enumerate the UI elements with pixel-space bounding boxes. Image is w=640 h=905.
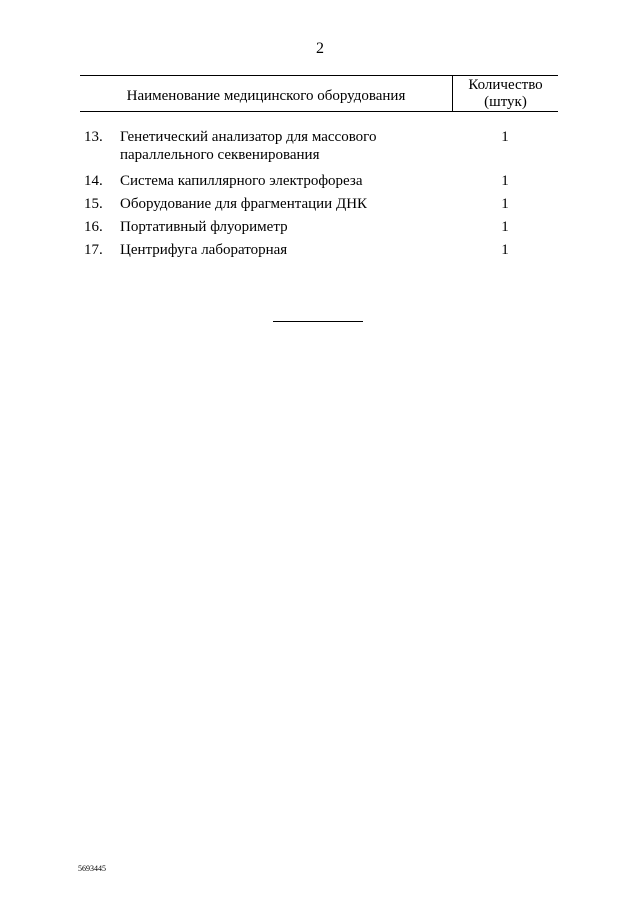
row-quantity: 1 [501, 219, 509, 235]
row-number: 17. [84, 242, 103, 258]
header-name-label: Наименование медицинского оборудования [126, 88, 406, 104]
table-row [0, 195, 640, 218]
table-row [0, 218, 640, 241]
end-of-list-rule [273, 321, 363, 322]
row-equipment-name: Генетический анализатор для массового параллельного секвенирования [120, 129, 377, 163]
header-top-rule [80, 75, 558, 76]
row-quantity: 1 [501, 242, 509, 258]
row-equipment-name: Центрифуга лабораторная [120, 242, 288, 258]
row-number: 14. [84, 173, 103, 189]
row-quantity: 1 [501, 129, 509, 145]
table-row [0, 172, 640, 195]
row-number: 13. [84, 129, 103, 145]
header-quantity-label [453, 77, 558, 111]
row-equipment-name: Портативный флуориметр [120, 219, 288, 235]
header-bottom-rule [80, 111, 558, 112]
table-row [0, 128, 640, 172]
row-number: 15. [84, 196, 103, 212]
row-equipment-name: Оборудование для фрагментации ДНК [120, 196, 368, 212]
row-quantity: 1 [501, 173, 509, 189]
document-code: 5693445 [78, 864, 106, 873]
row-equipment-name: Система капиллярного электрофореза [120, 173, 363, 189]
equipment-table-rows [0, 128, 640, 264]
row-number: 16. [84, 219, 103, 235]
table-row [0, 241, 640, 264]
row-quantity: 1 [501, 196, 509, 212]
page-number: 2 [316, 40, 324, 57]
header-quantity-line2: (штук) [484, 94, 527, 110]
header-quantity-line1: Количество [468, 77, 543, 93]
